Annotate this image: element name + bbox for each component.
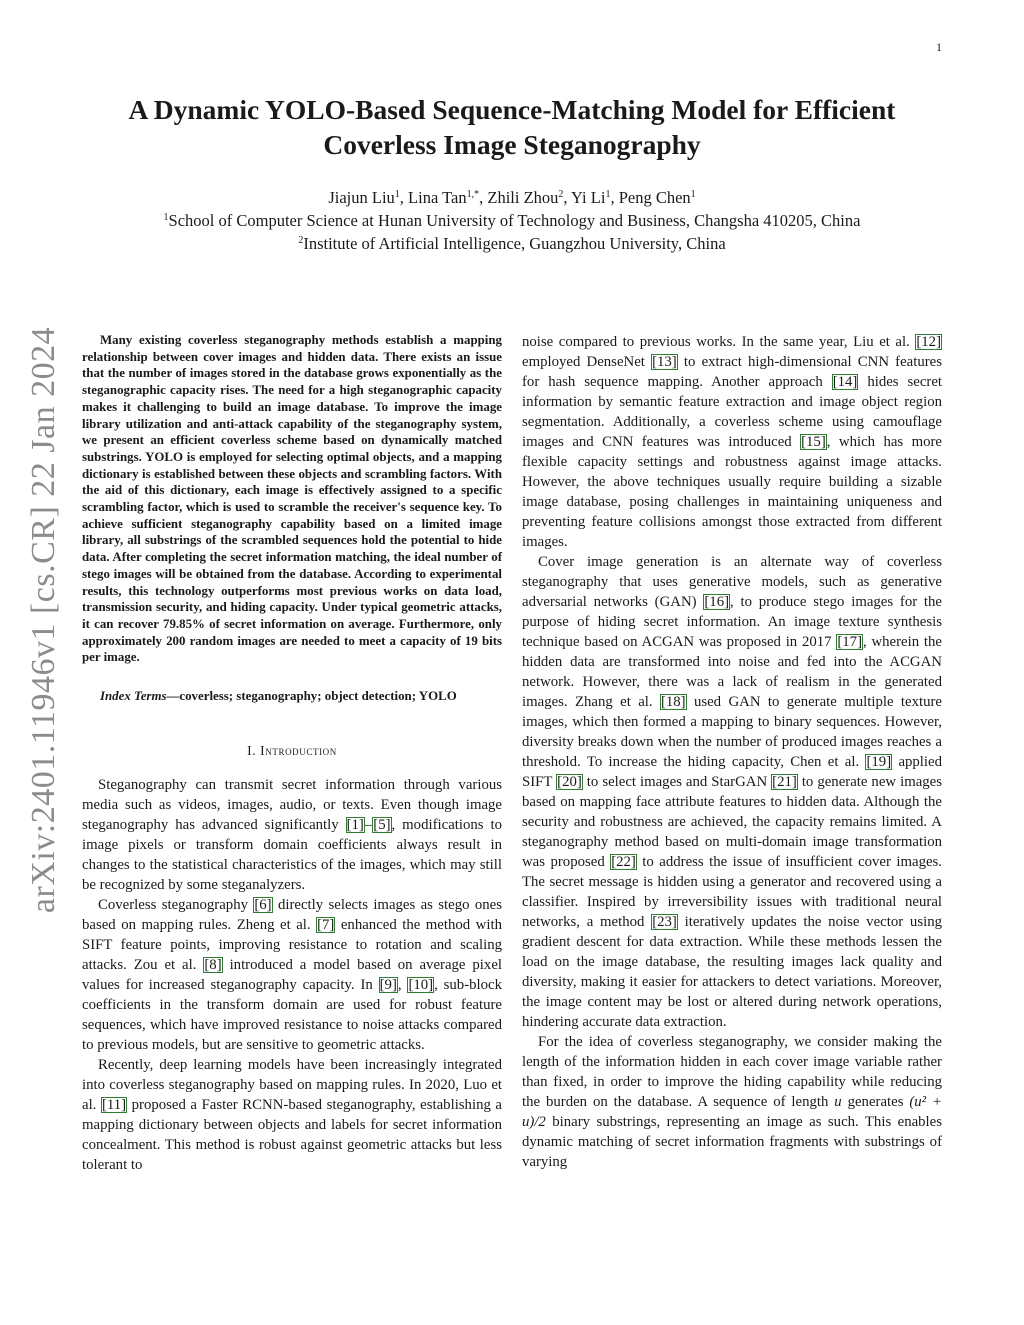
- citation-link[interactable]: [14]: [832, 374, 858, 390]
- index-terms-text: —coverless; steganography; object detection; YOLO: [166, 689, 457, 704]
- citation-link[interactable]: [8]: [204, 956, 222, 973]
- author-affiliation-mark: 2: [558, 189, 564, 200]
- author-affiliation-mark: 1: [690, 189, 696, 200]
- citation-link[interactable]: [1]: [346, 816, 364, 833]
- author-block: [90, 186, 934, 255]
- author-name: Lina Tan: [408, 188, 467, 207]
- citation-link[interactable]: [12]: [916, 334, 941, 350]
- citation-link[interactable]: [21]: [772, 774, 797, 790]
- author-name: Jiajun Liu: [328, 188, 395, 207]
- citation-link[interactable]: [9]: [379, 976, 397, 993]
- citation-link[interactable]: [7]: [317, 916, 335, 933]
- citation-link[interactable]: [18]: [660, 694, 686, 710]
- body-paragraph: Steganography can transmit secret information through various media such as videos, images, audio, or texts. Even though image steganography has advanced significantly [1]–[5], modifications to image pixels or transform domain coefficients always result in changes to the statistical characteristics of the images, which may still be recognized by some steganalyzers.: [82, 776, 502, 893]
- citation-link[interactable]: [17]: [837, 634, 862, 650]
- page-number: 1: [936, 40, 942, 54]
- author-name: Peng Chen: [618, 188, 691, 207]
- citation-link[interactable]: [22]: [611, 854, 636, 870]
- author-affiliation-mark: 1: [394, 189, 400, 200]
- citation-link[interactable]: [11]: [101, 1096, 127, 1113]
- citation-link[interactable]: [6]: [254, 896, 272, 913]
- author-affiliation-mark: 1: [605, 189, 611, 200]
- left-column: [82, 332, 502, 1175]
- body-paragraph: For the idea of coverless steganography, we consider making the length of the information hidden in each cover image variable rather than fixed, in order to improve the hiding capability while reducing the burden on the database. A sequence of length u generates (u² + u)/2 binary substrings, representing an image as such. This enables dynamic matching of secret information fragments with substrings of varying: [522, 1034, 942, 1170]
- index-terms-label: Index Terms: [100, 689, 167, 704]
- body-paragraph: noise compared to previous works. In the same year, Liu et al. [12] employed DenseNet [13] to extract high-dimensional CNN features for hash sequence mapping. Another approach [14] hides secret information by semantic feature extraction and image object region segmentation. Additionally, a coverless scheme using camouflage images and CNN features was introduced [15], which has more flexible capacity settings and robustness against image attacks. However, the above techniques usually require building a sizable image database, posing challenges in maintaining uniqueness and preventing feature collisions amongst those extracted from different images.: [522, 334, 943, 550]
- citation-link[interactable]: [10]: [408, 976, 434, 993]
- math-expression: (u² + u)/2: [522, 1094, 942, 1130]
- citation-link[interactable]: [15]: [801, 434, 826, 450]
- abstract: Many existing coverless steganography methods establish a mapping relationship between cover images and hidden data. There exists an issue that the number of images stored in the database grows exponentially as the steganographic capacity rises. The need for a high steganographic capacity makes it challenging to build an image database. To improve the image library utilization and anti-attack capability of the steganography system, we present an efficient coverless scheme based on dynamically matched substrings. YOLO is employed for selecting optimal objects, and a mapping dictionary is established between these objects and scrambling factors. With the aid of this dictionary, each image is effectively assigned to a specific scrambling factor, which is used to scramble the receiver's sequence key. To achieve sufficient steganography capability based on a limited image library, all substrings of the scrambled sequences hold the potential to hide data. After completing the secret information matching, the ideal number of stego images will be obtained from the database. According to experimental results, this technology outperforms most previous works on data load, transmission security, and hiding capacity. Under typical geometric attacks, it can recover 79.85% of secret information on average. Furthermore, only approximately 200 random images are needed to meet a capacity of 19 bits per image.: [82, 333, 502, 665]
- arxiv-stamp: arXiv:2401.11946v1 [cs.CR] 22 Jan 2024: [25, 326, 62, 914]
- citation-link[interactable]: [23]: [652, 914, 677, 930]
- citation-link[interactable]: [16]: [704, 594, 730, 610]
- math-expression: u: [834, 1094, 842, 1110]
- author-name: Zhili Zhou: [487, 188, 559, 207]
- body-paragraph: Coverless steganography [6] directly selects images as stego ones based on mapping rules. Zheng et al. [7] enhanced the method with SIFT feature points, improving resistance to rotation and scaling attacks. Zou et al. [8] introduced a model based on average pixel values for increased steganography capacity. In [9], [10], sub-block coefficients in the transform domain are used for robust feature sequences, which have improved resistance to noise attacks compared to previous models, but are sensitive to geometric attacks.: [82, 896, 502, 1053]
- index-terms: [82, 688, 502, 705]
- section-heading: I. Introduction: [247, 742, 337, 758]
- citation-link[interactable]: [19]: [866, 754, 892, 770]
- citation-link[interactable]: [5]: [373, 816, 391, 833]
- author-name: Yi Li: [571, 188, 606, 207]
- affiliation-2: $^2$Institute of Artificial Intelligence, Guangzhou University, China: [298, 234, 726, 253]
- citation-link[interactable]: [20]: [557, 774, 582, 790]
- body-paragraph: Recently, deep learning models have been increasingly integrated into coverless steganography based on mapping rules. In 2020, Luo et al. [11] proposed a Faster RCNN-based steganography, establishing a mapping dictionary between objects and labels for secret information concealment. This method is robust against geometric attacks but less tolerant to: [82, 1056, 503, 1173]
- paper-title: A Dynamic YOLO-Based Sequence-Matching Model for Efficient Coverless Image Steganography: [128, 94, 896, 160]
- author-list: Jiajun Liu$^1$, Lina Tan$^{1,*}$, Zhili Zhou$^2$, Yi Li$^1$, Peng Chen$^1$: [328, 188, 696, 207]
- author-affiliation-mark: 1,*: [466, 189, 480, 200]
- right-column: [522, 332, 942, 1172]
- body-paragraph: Cover image generation is an alternate way of coverless steganography that uses generative models, such as generative adversarial networks (GAN) [16], to produce stego images for the purpose of hiding secret information. An image texture synthesis technique based on ACGAN was proposed in 2017 [17], wherein the hidden data are transformed into noise and fed into the ACGAN network. However, there was a lack of realism in the generated images. Zhang et al. [18] used GAN to generate multiple texture images, which then formed a mapping to binary sequences. However, diversity breaks down when the number of produced images reaches a threshold. To increase the hiding capacity, Chen et al. [19] applied SIFT [20] to select images and StarGAN [21] to generate new images based on mapping face attribute features to hidden data. Although the security and robustness are achieved, the capacity remains limited. A steganography method based on multi-domain image transformation was proposed [22] to address the issue of insufficient cover images. The secret message is hidden using a generator and recovered using a classifier. Inspired by irreversibility issues with traditional neural networks, a method [23] iteratively updates the noise vector using gradient descent for data extraction. While these methods lessen the load on the image database, the resulting images lack quality and diversity, making it easier for attackers to detect variations. Moreover, the image content may be lost or altered during network operations, hindering accurate data extraction.: [522, 554, 942, 1030]
- left-body-text: [82, 775, 502, 1175]
- citation-link[interactable]: [13]: [652, 354, 677, 370]
- right-body-text: [522, 332, 942, 1172]
- affiliation-1: $^1$School of Computer Science at Hunan University of Technology and Business, Changsha 410205, China: [163, 211, 861, 230]
